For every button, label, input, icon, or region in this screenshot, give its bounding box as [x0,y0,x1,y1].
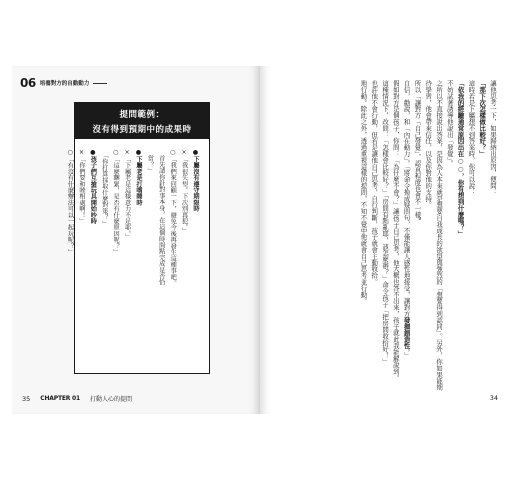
footer-chapter-label: CHAPTER 01 [40,395,80,402]
paragraph-text: 假如對方是個孩子，你問： [391,80,400,157]
book-spread [12,66,508,414]
card-header [75,103,209,139]
page-number-left: 35 [22,394,31,403]
card-bad-example: ×「你們要和睦相處啊！」 [77,149,85,225]
body-paragraph [358,80,369,396]
card-good-example: 首先請你針對事本身，在這個時間點完成是否恰 [157,149,165,286]
card-title-line-2: 沒有得到預期中的成果時 [92,124,192,135]
paragraph-text: 「為什麼不會？」讓孩子自己思考，他大概也答不出來，孩子就此我能解說到。 [391,156,400,381]
page-number-right: 34 [489,394,498,402]
chapter-header [20,76,107,90]
card-body [64,149,201,361]
chapter-heading-rule [93,83,107,84]
body-paragraph [455,80,466,396]
paragraph-text: 也許他不會行動，但若是讓他自己思考，自行判斷，孩子就會主動收拾。 [370,80,379,285]
body-paragraph [466,80,477,396]
card-title-line-1: 提問範例： [119,109,165,120]
paragraph-text: 這種情況下，改問：「怎樣會比較好？」「房間有點亂耶，該怎麼辦？」命令孩子「把房間收拾好！」 [381,80,390,365]
body-text [358,80,498,396]
card-good-example: 「你打算採取什麼對策？」 [100,149,108,227]
paragraph-text: 讓他思考一下，如果歸納出原因，便問： [489,80,497,196]
body-paragraph [422,80,444,396]
card-bad-example: ×「我很失望。下次別再犯。」 [180,149,188,234]
chapter-number: 06 [20,76,36,90]
body-paragraph [390,80,401,396]
card-good-example: 當？」 [146,149,154,174]
body-paragraph [368,80,379,396]
footer-chapter-title: 打動人心的提問 [90,396,133,403]
paragraph-text: 之所以不直接說出答案，是因為人本來就是想要自我成長的欲望與強烈的「想要得到認同」。另外，你如果能期待學習，他會帶來信任，以及你對他的支持。 [424,80,444,391]
paragraph-text: 所以「讓對方「自己發覺」，認真程度也會不一樣 [413,80,422,218]
emphasized-text: 「依我的經驗通常原因出在○○，你有想到什麼嗎？」 [456,80,465,237]
paragraph-text: 不妨試著誘導他說出「發覺」。 [445,80,454,167]
left-page [12,66,259,414]
emphasized-text: 發揮創造性 [402,316,411,349]
body-paragraph [487,80,498,396]
right-page [261,66,508,414]
chapter-heading: 培養對方的自動動力 [39,81,90,87]
body-paragraph [412,80,423,396]
paragraph-text: 自信，勸說，和「內在動力」。「將命令換成疑問句，不僅能讓人感性地接受，讓對方 [402,80,411,317]
emphasized-text: 。 [413,217,422,225]
body-paragraph [476,80,487,396]
paragraph-text: 這時若是下屬想不到答案時，你可以說： [467,80,476,196]
card-good-example: ○「我們來回顧一下，避免今後再發生這種事吧。 [169,149,177,287]
card-scenario-heading: ●下屬沒有遵守期限時 [192,149,199,212]
body-paragraph [379,80,390,396]
paragraph-text: 。」 [402,348,411,359]
card-good-example: ○「這麼睏緊，是否有什麼原因呢？」 [112,149,120,256]
body-paragraph [444,80,455,396]
body-paragraph [401,80,412,396]
left-footer [22,394,132,403]
card-bad-example: ×「下屬老是這樣意力不足耶。」 [123,149,131,240]
question-example-card [66,102,210,374]
card-scenario-heading: ●孩子們互搶玩具開始吵時 [89,149,97,225]
card-good-example: ○「有沒有什麼辦法可以一起玩呢？」 [66,149,74,256]
card-scenario-heading: ●下屬老是打嗜睡時 [134,149,142,206]
emphasized-text: 「那下次怎樣做比較好？」 [478,80,487,157]
paragraph-text: 地行動。除此之外，透過重視這樣的提問，不知不覺中他就會自己思考並行動。 [359,80,368,304]
